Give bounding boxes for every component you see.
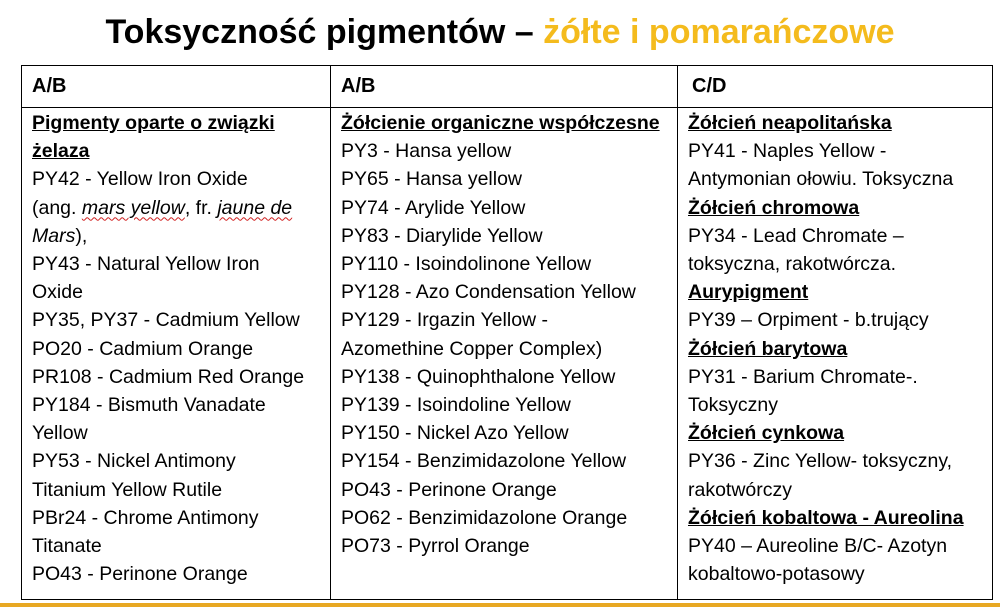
pigment-line: PBr24 - Chrome Antimony [32, 506, 259, 529]
pigment-line: PY40 – Aureoline B/C- Azotyn [688, 535, 948, 558]
section-heading: Żółcień neapolitańska [688, 112, 892, 134]
line-text-italic: mars yellow [81, 196, 185, 219]
pigment-line: Titanate [32, 535, 102, 558]
pigment-line: PO73 - Pyrrol Orange [341, 535, 530, 558]
pigment-line: PY36 - Zinc Yellow- toksyczny, [688, 450, 953, 473]
column-historic-yellows [678, 108, 993, 600]
pigment-line: Oxide [32, 281, 83, 304]
section-heading: Żółcień barytowa [688, 337, 848, 360]
section-heading: Żółcień cynkowa [688, 422, 845, 445]
line-text-italic: Mars [32, 224, 76, 247]
pigment-line: rakotwórczy [688, 478, 793, 501]
line-text: (ang. [32, 196, 82, 219]
pigment-line: PO43 - Perinone Orange [341, 478, 557, 501]
section-heading: Żółcień kobaltowa - Aureolina [688, 506, 964, 529]
line-text-italic: jaune de [217, 196, 293, 219]
column-organic-yellows [331, 108, 678, 600]
pigment-line: PY154 - Benzimidazolone Yellow [341, 450, 627, 473]
pigment-line: PY42 - Yellow Iron Oxide [32, 168, 248, 191]
column-header: C/D [678, 66, 993, 108]
pigment-line: PY150 - Nickel Azo Yellow [341, 422, 569, 445]
pigment-line: PY65 - Hansa yellow [341, 168, 523, 191]
pigment-line: PY110 - Isoindolinone Yellow [341, 253, 592, 276]
section-heading: Żółcień chromowa [688, 196, 860, 219]
title-accent: żółte i pomarańczowe [543, 13, 895, 51]
body-row [22, 108, 993, 600]
pigment-line: PR108 - Cadmium Red Orange [32, 365, 305, 388]
pigment-table [21, 65, 993, 600]
pigment-line: PY41 - Naples Yellow - [688, 140, 887, 163]
column-header: A/B [22, 66, 331, 108]
section-heading: Żółcienie organiczne współczesne [341, 112, 660, 134]
pigment-line: PY184 - Bismuth Vanadate [32, 394, 266, 417]
bottom-accent-bar [0, 603, 1000, 607]
pigment-line: Yellow [32, 422, 88, 445]
pigment-line: Titanium Yellow Rutile [32, 478, 223, 501]
column-header: A/B [331, 66, 678, 108]
pigment-line: PO62 - Benzimidazolone Orange [341, 506, 628, 529]
title-main: Toksyczność pigmentów – [105, 13, 534, 51]
pigment-line: toksyczna, rakotwórcza. [688, 253, 897, 276]
line-text: , fr. [184, 196, 218, 219]
section-heading: Aurypigment [688, 281, 809, 304]
slide-title [0, 10, 1000, 54]
pigment-line: PY35, PY37 - Cadmium Yellow [32, 309, 300, 332]
pigment-line: PY53 - Nickel Antimony [32, 450, 236, 473]
pigment-line: PY34 - Lead Chromate – [688, 224, 904, 247]
pigment-line: PY3 - Hansa yellow [341, 140, 512, 163]
pigment-line [32, 194, 322, 222]
pigment-line: PY128 - Azo Condensation Yellow [341, 281, 636, 304]
section-heading: Pigmenty oparte o związki żelaza [32, 112, 275, 163]
header-row [22, 66, 993, 108]
pigment-line [32, 222, 322, 250]
pigment-line: PO43 - Perinone Orange [32, 563, 248, 586]
pigment-line: PO20 - Cadmium Orange [32, 337, 254, 360]
pigment-line: PY129 - Irgazin Yellow - [341, 309, 549, 332]
pigment-line: PY138 - Quinophthalone Yellow [341, 365, 616, 388]
column-iron-pigments [22, 108, 331, 600]
pigment-line: kobaltowo-potasowy [688, 563, 865, 586]
pigment-line: PY139 - Isoindoline Yellow [341, 394, 571, 417]
line-text: ), [75, 224, 88, 247]
pigment-line: PY39 – Orpiment - b.trujący [688, 309, 929, 332]
pigment-line: Azomethine Copper Complex) [341, 337, 603, 360]
pigment-line: Toksyczny [688, 394, 778, 417]
pigment-line: PY43 - Natural Yellow Iron [32, 253, 260, 276]
pigment-line: PY83 - Diarylide Yellow [341, 224, 543, 247]
pigment-line: PY74 - Arylide Yellow [341, 196, 526, 219]
pigment-line: PY31 - Barium Chromate-. [688, 365, 918, 388]
pigment-line: Antymonian ołowiu. Toksyczna [688, 168, 954, 191]
